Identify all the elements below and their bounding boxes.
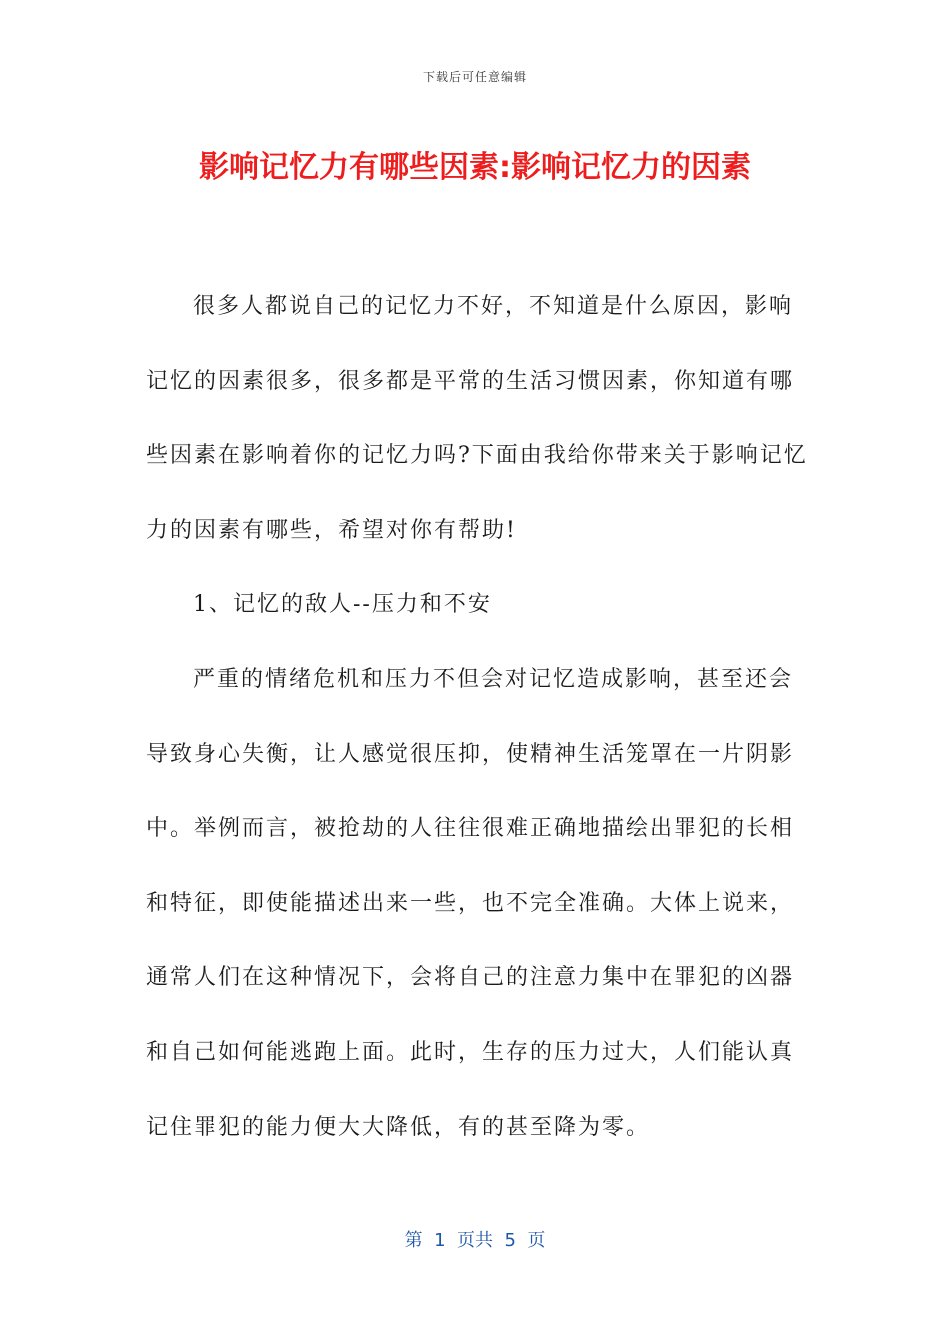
body-line: 和特征，即使能描述出来一些，也不完全准确。大体上说来， [146, 890, 795, 916]
body-line: 记忆的因素很多，很多都是平常的生活习惯因素，你知道有哪 [146, 368, 795, 394]
document-body [146, 270, 806, 1165]
page-number-footer: 第 1 页共 5 页 [404, 1230, 546, 1251]
body-line: 通常人们在这种情况下，会将自己的注意力集中在罪犯的凶器 [146, 965, 795, 991]
body-line: 导致身心失衡，让人感觉很压抑，使精神生活笼罩在一片阴影 [146, 741, 795, 767]
body-line: 严重的情绪危机和压力不但会对记忆造成影响，甚至还会 [193, 666, 794, 692]
section-heading: 1、记忆的敌人--压力和不安 [193, 592, 492, 618]
document-title: 影响记忆力有哪些因素:影响记忆力的因素 [199, 150, 751, 185]
body-line: 力的因素有哪些，希望对你有帮助! [146, 517, 517, 543]
body-line: 记住罪犯的能力便大大降低，有的甚至降为零。 [146, 1114, 651, 1140]
body-line: 和自己如何能逃跑上面。此时，生存的压力过大，人们能认真 [146, 1039, 795, 1065]
header-note: 下载后可任意编辑 [422, 70, 527, 84]
body-line: 些因素在影响着你的记忆力吗?下面由我给你带来关于影响记忆 [146, 443, 808, 469]
body-line: 很多人都说自己的记忆力不好，不知道是什么原因，影响 [193, 294, 794, 319]
body-line: 中。举例而言，被抢劫的人往往很难正确地描绘出罪犯的长相 [146, 816, 795, 842]
